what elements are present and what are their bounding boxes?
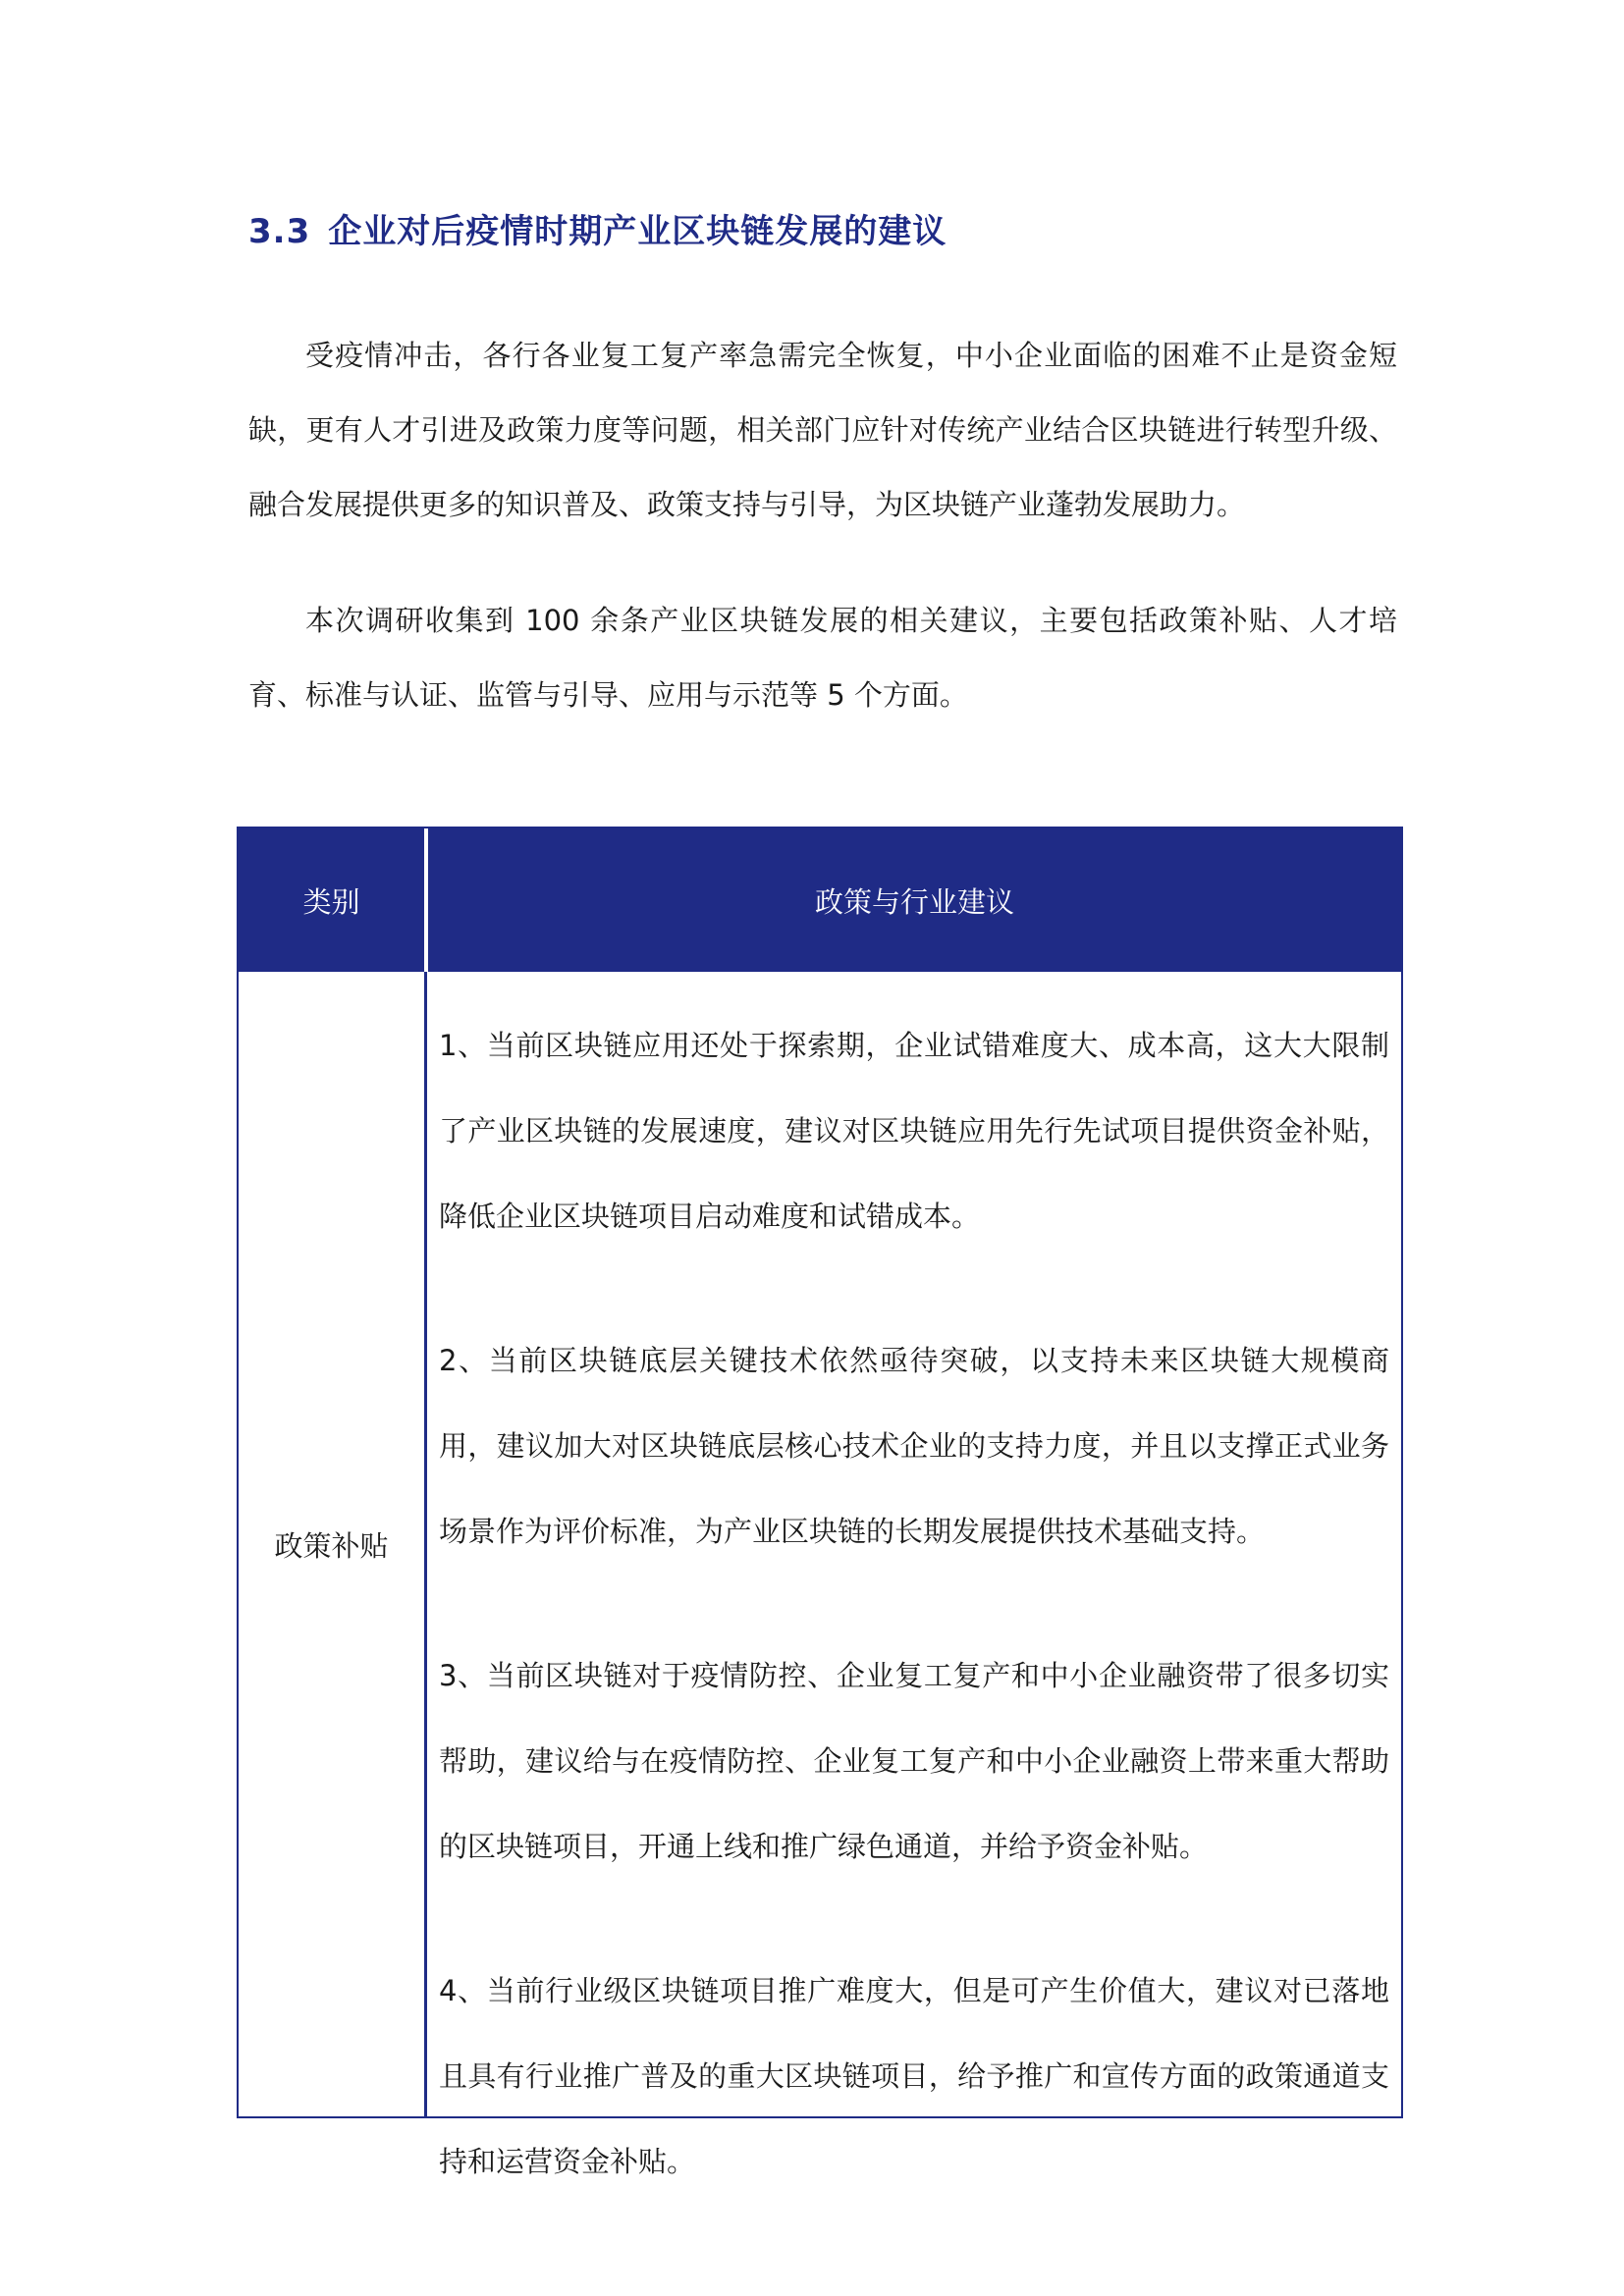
- section-title: 企业对后疫情时期产业区块链发展的建议: [328, 212, 947, 251]
- suggestion-item: 2、当前区块链底层关键技术依然亟待突破，以支持未来区块链大规模商用，建议加大对区块链底层核心技术企业的支持力度，并且以支撑正式业务场景作为评价标准，为产业区块链的长期发展提供技术基础支持。: [439, 1344, 1389, 1548]
- column-divider: [424, 972, 427, 2116]
- header-suggestions: 政策与行业建议: [814, 884, 1014, 919]
- suggestion-item: 3、当前区块链对于疫情防控、企业复工复产和中小企业融资带了很多切实帮助，建议给与在疫情防控、企业复工复产和中小企业融资上带来重大帮助的区块链项目，开通上线和推广绿色通道，并给予资金补贴。: [439, 1659, 1389, 1863]
- intro-paragraph: 受疫情冲击，各行各业复工复产率急需完全恢复，中小企业面临的困难不止是资金短缺，更有人才引进及政策力度等问题，相关部门应针对传统产业结合区块链进行转型升级、融合发展提供更多的知识普及、政策支持与引导，为区块链产业蓬勃发展助力。: [248, 339, 1397, 521]
- table-header: [239, 828, 1401, 972]
- section-heading: [248, 204, 947, 252]
- category-cell: 政策补贴: [274, 1528, 389, 1563]
- survey-paragraph: 本次调研收集到 100 余条产业区块链发展的相关建议，主要包括政策补贴、人才培育、标准与认证、监管与引导、应用与示范等 5 个方面。: [248, 604, 1397, 712]
- suggestion-item: 1、当前区块链应用还处于探索期，企业试错难度大、成本高，这大大限制了产业区块链的发展速度，建议对区块链应用先行先试项目提供资金补贴，降低企业区块链项目启动难度和试错成本。: [439, 1029, 1389, 1233]
- header-category: 类别: [302, 884, 360, 919]
- section-number: 3.3: [248, 212, 311, 251]
- suggestions-table: [237, 827, 1403, 2178]
- suggestion-item: 4、当前行业级区块链项目推广难度大，但是可产生价值大，建议对已落地且具有行业推广普及的重大区块链项目，给予推广和宣传方面的政策通道支持和运营资金补贴。: [439, 1974, 1389, 2178]
- suggestion-list: [439, 1003, 1389, 2264]
